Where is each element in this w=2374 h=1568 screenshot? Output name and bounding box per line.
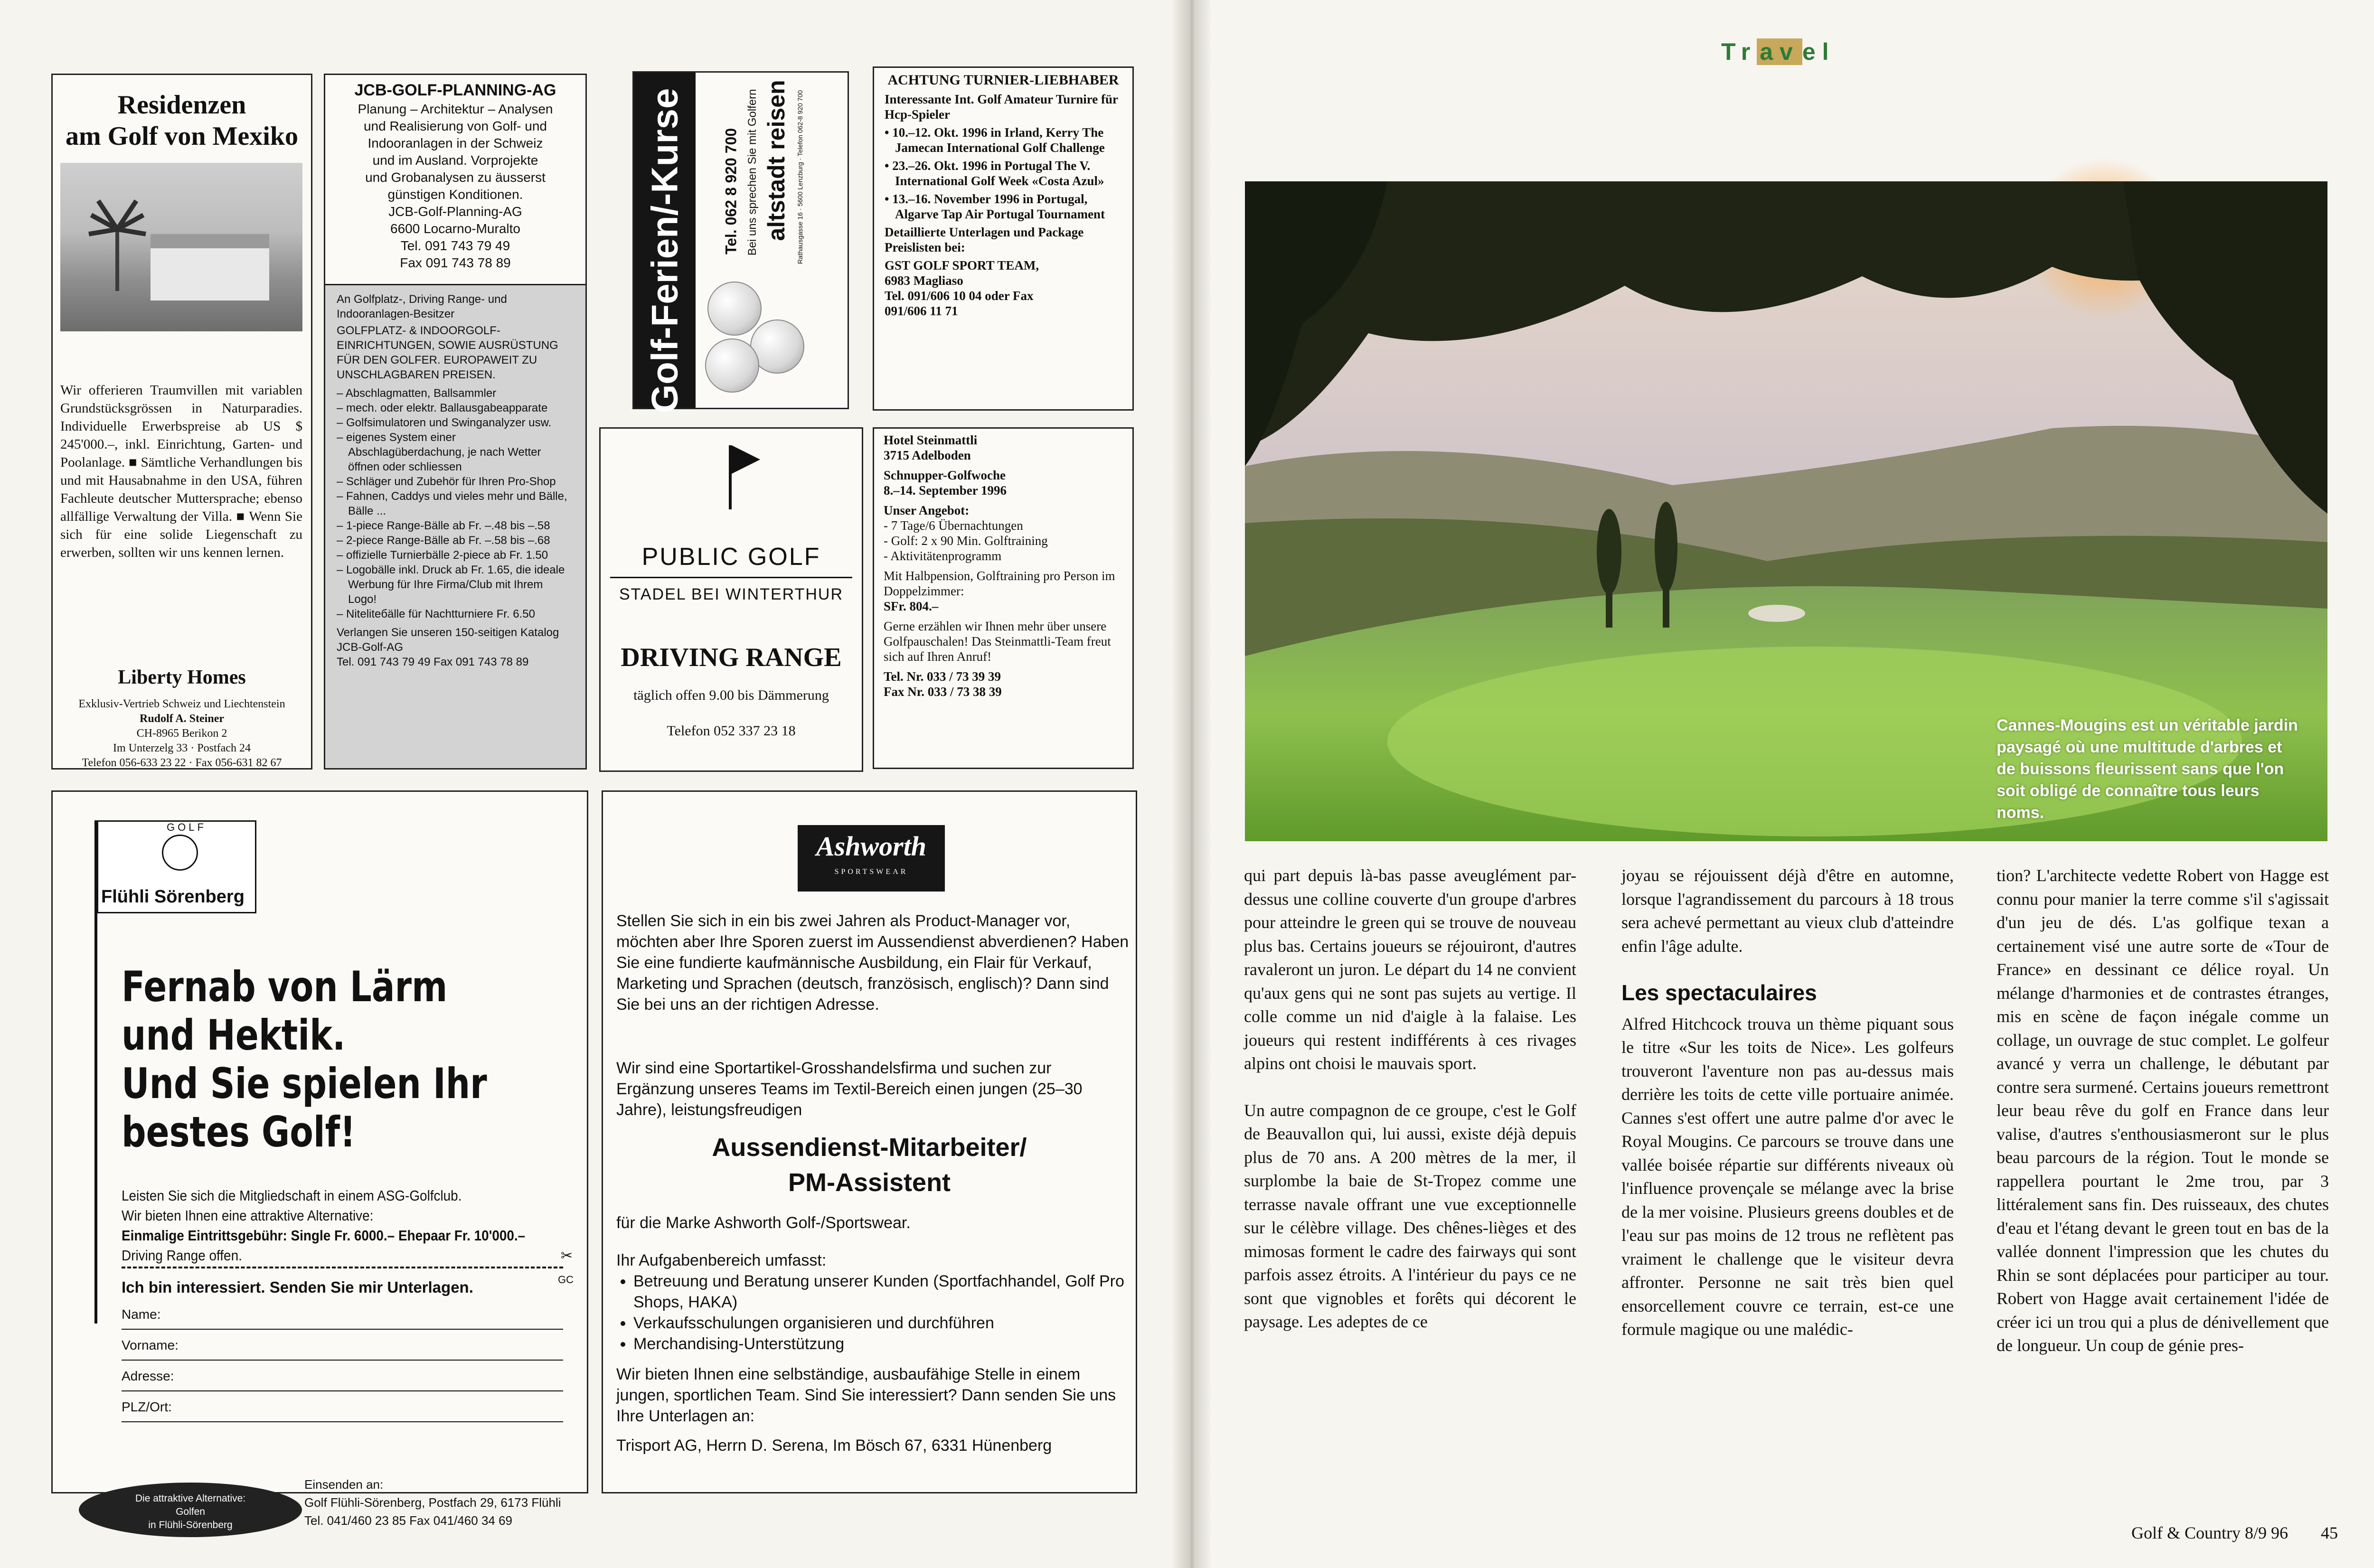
name-field[interactable]: Name: xyxy=(122,1307,563,1330)
contact-line: 6983 Magliaso xyxy=(885,273,963,288)
ad-fluehli-oval-badge xyxy=(79,1483,302,1537)
hotel-price-text: Mit Halbpension, Golftraining pro Person im Doppelzimmer: xyxy=(884,569,1115,598)
ad-jcb-line: Planung – Architektur – Analysen xyxy=(358,102,553,116)
task-item: • Verkaufsschulungen organisieren und durchführen xyxy=(633,1313,1129,1333)
ad-ferien-tel: Tel. 062 8 920 700 xyxy=(722,128,740,255)
ad-jcb-line: Tel. 091 743 79 49 xyxy=(400,238,510,253)
ad-golf-ferien xyxy=(632,71,849,413)
hotel-note: Gerne erzählen wir Ihnen mehr über unsere Golfpauschalen! Das Steinmattli-Team freut sich auf Ihren Anruf! xyxy=(884,619,1111,664)
title-line-2: am Golf von Mexiko xyxy=(66,122,298,151)
tasks-heading: Ihr Aufgabenbereich umfasst: xyxy=(616,1251,827,1269)
send-to-line: Tel. 041/460 23 85 Fax 041/460 34 69 xyxy=(304,1513,513,1528)
ad-jcb-title: JCB-GOLF-PLANNING-AG xyxy=(354,81,556,99)
ad-ashworth-tasks xyxy=(616,1250,1129,1354)
task-item: • Betreuung und Beratung unserer Kunden (Sportfachhandel, Golf Pro Shops, HAKA) xyxy=(633,1271,1129,1313)
villa-photo xyxy=(60,163,302,331)
send-to-line: Golf Flühli-Sörenberg, Postfach 29, 6173 Flühli xyxy=(304,1495,561,1510)
body-line: Leisten Sie sich die Mitgliedschaft in einem ASG-Golfclub. xyxy=(122,1187,462,1204)
ad-ferien-title: Golf-Ferien/-Kurse xyxy=(643,88,686,413)
event-item: • 10.–12. Okt. 1996 in Irland, Kerry The Jamecan International Golf Challenge xyxy=(885,125,1105,155)
article-column-1 xyxy=(1244,864,1576,1357)
golf-flag-icon xyxy=(732,445,760,474)
list-item: – offizielle Turnierbälle 2-piece ab Fr. 1.50 xyxy=(337,549,548,562)
hotel-price: SFr. 804.– xyxy=(884,599,939,613)
scissors-icon: ✂ xyxy=(560,1248,573,1264)
hotel-fax: Fax Nr. 033 / 73 38 39 xyxy=(884,685,1002,699)
ad-jcb-headline: GOLFPLATZ- & INDOORGOLF-EINRICHTUNGEN, SOWIE AUSRÜSTUNG FÜR DEN GOLFER. EUROPAWEIT ZU UNSCHLAGBAREN PREISEN. xyxy=(337,324,558,381)
contact-line: Telefon 056-633 23 22 · Fax 056-631 82 67 xyxy=(82,757,282,769)
divider xyxy=(610,577,852,578)
title-line-1: Residenzen xyxy=(117,90,246,120)
hotel-offer-heading: Unser Angebot: xyxy=(884,503,970,517)
event-item: • 13.–16. November 1996 in Portugal, Algarve Tap Air Portugal Tournament xyxy=(885,192,1105,221)
section-tag-travel xyxy=(1721,38,1836,66)
section-tag-part: el xyxy=(1802,38,1836,65)
coupon-cut-line xyxy=(122,1267,563,1268)
magazine-issue: Golf & Country 8/9 96 xyxy=(2131,1523,2288,1542)
article-paragraph: joyau se réjouissent déjà d'être en automne, lorsque l'agrandissement du parcours à 18 trous sera achevé permettant au vieux club d'atteindre enfin l'âge adulte. xyxy=(1621,866,1954,956)
ad-jcb-grey-panel xyxy=(325,284,585,768)
ad-jcb-line: 6600 Locarno-Muralto xyxy=(390,221,520,236)
plz-ort-field[interactable]: PLZ/Ort: xyxy=(122,1399,563,1422)
article-column-3 xyxy=(1997,864,2329,1381)
hotel-dates: 8.–14. September 1996 xyxy=(884,483,1007,498)
coupon-heading: Ich bin interessiert. Senden Sie mir Unterlagen. xyxy=(122,1278,473,1296)
ad-public-tel: Telefon 052 337 23 18 xyxy=(667,723,796,739)
ad-jcb-intro: An Golfplatz-, Driving Range- und Indooranlagen-Besitzer xyxy=(337,293,507,320)
hotel-tel: Tel. Nr. 033 / 73 39 39 xyxy=(884,669,1001,684)
hotel-place: 3715 Adelboden xyxy=(884,448,971,462)
ad-achtung-intro: Interessante Int. Golf Amateur Turnire für Hcp-Spieler xyxy=(885,92,1118,122)
offer-item: - Golf: 2 x 90 Min. Golftraining xyxy=(884,534,1048,548)
list-item: – Fahnen, Caddys und vieles mehr und Bälle, Bälle ... xyxy=(337,490,567,517)
ad-ferien-tagline: Bei uns sprechen Sie mit Golfern xyxy=(746,89,759,256)
ad-residenzen-brand: Liberty Homes xyxy=(118,667,246,688)
ad-jcb-golf xyxy=(324,74,587,770)
offer-item: - Aktivitätenprogramm xyxy=(884,549,1002,563)
ad-achtung-turnier xyxy=(873,66,1134,411)
oval-line: in Flühli-Sörenberg xyxy=(148,1520,233,1530)
contact-line: Tel. 091/606 10 04 oder Fax xyxy=(885,289,1034,303)
job-title-line2: PM-Assistent xyxy=(788,1168,951,1197)
list-item: – 1-piece Range-Bälle ab Fr. –.48 bis –.58 xyxy=(337,519,550,532)
golf-ball-logo-icon xyxy=(162,835,198,871)
villa-house-shape xyxy=(151,234,269,300)
offer-item: - 7 Tage/6 Übernachtungen xyxy=(884,518,1023,533)
ad-public-hours: täglich offen 9.00 bis Dämmerung xyxy=(633,687,829,703)
ad-fluehli-send-to xyxy=(304,1475,561,1530)
ad-jcb-top xyxy=(325,75,585,284)
ad-fluehli-body xyxy=(122,1186,525,1266)
page-footer xyxy=(2131,1523,2338,1543)
list-item: – eigenes System einer Abschlagüberdachung, je nach Wetter öffnen oder schliessen xyxy=(337,431,541,473)
ad-residenzen-body: Wir offerieren Traumvillen mit variablen Grundstücksgrössen in Naturparadies. Individuelle Erwerbspreise ab US $ 245'000.–, inkl. Einrichtung, Garten- und Poolanlage. ■ Sämtliche Verhandlungen bis und mit Hausabnahme in den USA, führen Fachleute deutscher Muttersprache; ebenso allfällige Verwaltung der Villa. ■ Wenn Sie sich für eine solide Liegenschaft zu erwerben, sollten wir uns kennen lernen. xyxy=(60,383,302,560)
body-line: Driving Range offen. xyxy=(122,1247,242,1264)
ad-jcb-line: und Grobanalysen zu äusserst xyxy=(365,170,546,185)
ad-jcb-line: Indooranlagen in der Schweiz xyxy=(367,136,543,150)
spine-gutter xyxy=(1173,0,1211,1568)
article-paragraph: Un autre compagnon de ce groupe, c'est le Golf de Beauvallon qui, lui aussi, existe déjà depuis plus de 70 ans. A 200 mètres de la mer, il surplombe la baie de St-Tropez comme une terrasse navale offrant une vue exceptionnelle sur le célèbre village. Des chênes-lièges et des mimosas forment le cadre des fairways qui sont parfois assez étroits. A l'intérieur du pays ce ne sont que vignobles et forêts qui décorent le paysage. Les adeptes de ce xyxy=(1244,1100,1576,1331)
list-item: – Schläger und Zubehör für Ihren Pro-Shop xyxy=(337,475,556,488)
contact-line: 091/606 11 71 xyxy=(885,304,958,318)
contact-line: Im Unterzelg 33 · Postfach 24 xyxy=(113,742,251,754)
hotel-name: Hotel Steinmattli xyxy=(884,433,978,447)
event-item: • 23.–26. Okt. 1996 in Portugal The V. International Golf Week «Costa Azul» xyxy=(885,159,1104,188)
ad-public-golf xyxy=(599,427,863,772)
ad-hotel-steinmattli xyxy=(873,427,1134,769)
ad-residenzen-contact xyxy=(53,697,311,770)
hotel-week: Schnupper-Golfwoche xyxy=(884,468,1006,482)
ashworth-logo xyxy=(798,825,945,892)
list-item: – mech. oder elektr. Ballausgabeapparate xyxy=(337,402,548,414)
ad-public-subtitle: STADEL BEI WINTERTHUR xyxy=(619,585,844,603)
article-column-2 xyxy=(1621,864,1954,1365)
oval-line: Die attraktive Alternative: xyxy=(135,1493,246,1504)
ad-ashworth-para2: Wir sind eine Sportartikel-Grosshandelsfirma und suchen zur Ergänzung unseres Teams im Textil-Bereich einen jungen (25–30 Jahre), leistungsfreudigen xyxy=(616,1059,1083,1119)
send-to-line: Einsenden an: xyxy=(304,1477,384,1492)
golf-ball-icon xyxy=(707,282,762,336)
list-item: – Niteliteбälle für Nachtturniere Fr. 6.50 xyxy=(337,608,535,620)
ad-ferien-address: Rathausgasse 16 · 5600 Lenzburg · Telefon 062-8 920 700 xyxy=(796,90,804,264)
ad-jcb-outro: Verlangen Sie unseren 150-seitigen Katalog xyxy=(337,626,559,639)
headline-line: und Hektik. xyxy=(122,1011,346,1060)
list-item: – Logobälle inkl. Druck ab Fr. 1.65, die ideale Werbung für Ihre Firma/Club mit Ihrem Logo! xyxy=(337,563,565,606)
logo-subtext: SPORTSWEAR xyxy=(834,868,908,876)
section-tag-highlight: av xyxy=(1757,38,1802,65)
vorname-field[interactable]: Vorname: xyxy=(122,1338,563,1361)
headline-line: Und Sie spielen Ihr xyxy=(122,1059,487,1108)
ad-residenzen xyxy=(51,74,312,770)
ad-residenzen-title xyxy=(53,89,311,152)
section-tag-part: Tr xyxy=(1721,38,1757,65)
logo-text: Ashworth xyxy=(816,831,927,862)
contact-line: Exklusiv-Vertrieb Schweiz und Liechtenstein xyxy=(78,698,285,710)
list-item: – 2-piece Range-Bälle ab Fr. –.58 bis –.68 xyxy=(337,534,550,547)
ad-ferien-agency: altstadt reisen xyxy=(763,80,790,241)
ad-jcb-line: und im Ausland. Vorprojekte xyxy=(372,153,538,168)
ad-code: GC xyxy=(558,1274,574,1286)
contact-line: CH-8965 Berikon 2 xyxy=(136,727,227,740)
ad-jcb-list xyxy=(337,386,574,621)
ad-jcb-line: JCB-Golf-Planning-AG xyxy=(388,204,522,219)
logo-club-name: Flühli Sörenberg xyxy=(101,887,245,907)
ad-ashworth-para3: Wir bieten Ihnen eine selbständige, ausbaufähige Stelle in einem jungen, sportlichen Team. Sind Sie interessiert? Dann senden Sie uns Ihre Unterlagen an: xyxy=(616,1365,1116,1425)
ad-public-title: PUBLIC GOLF xyxy=(641,543,821,571)
oval-line: Golfen xyxy=(176,1506,205,1517)
ad-ashworth-para1: Stellen Sie sich in ein bis zwei Jahren als Product-Manager vor, möchten aber Ihre Sporen zuerst im Aussendienst abverdienen? Haben Sie eine fundierte kaufmännische Ausbildung, ein Flair für Verkauf, Marketing und Sprachen (deutsch, französisch, englisch)? Dann sind Sie bei uns an der richtigen Adresse. xyxy=(616,912,1129,1014)
golf-ball-icon xyxy=(705,338,759,393)
ad-ashworth xyxy=(602,790,1137,1493)
ad-achtung-heading: ACHTUNG TURNIER-LIEBHABER xyxy=(887,72,1119,88)
ad-ashworth-address: Trisport AG, Herrn D. Serena, Im Bösch 67, 6331 Hünenberg xyxy=(616,1437,1052,1455)
contact-line: Rudolf A. Steiner xyxy=(139,713,224,725)
contact-line: GST GOLF SPORT TEAM, xyxy=(885,258,1039,272)
ad-public-headline: DRIVING RANGE xyxy=(621,643,842,672)
headline-line: Fernab von Lärm xyxy=(122,962,448,1011)
article-paragraph: tion? L'architecte vedette Robert von Hagge est connu pour manier la terre comme s'il s'agissait d'un jeu de dés. L'as golfique texan a certainement visé une autre sorte de «Tour de France» en dessinant ce délice royal. Un mélange d'harmonies et de contrastes étranges, mis en scène de façon inégale comme un collage, un ouvrage de stuc complet. Le golfeur avancé y verra un challenge, le débutant par contre sera surmené. Certains joueurs remettront leur beau rêve du golf en France dans leur valise, d'autres s'enthousiasmeront sur le plus beau parcours de la région. Tout le monde se rappellera pourtant le 2me trou, par 3 littéralement sans fin. Des ruisseaux, des chutes d'eau et l'étang devant le green tout en bas de la vallée donnent l'impression que les chutes du Rhin se sont déplacées pour participer au tour. Robert von Hagge avait certainement l'idée de créer ici un trou qui a plus de dénivellement que de longueur. Un coup de génie pres- xyxy=(1997,866,2329,1355)
ad-fluehli-soerenberg xyxy=(51,790,588,1530)
palm-tree-icon xyxy=(89,196,146,291)
list-item: – Abschlagmatten, Ballsammler xyxy=(337,387,497,400)
body-line: Einmalige Eintrittsgebühr: Single Fr. 6000.– Ehepaar Fr. 10'000.– xyxy=(122,1227,526,1244)
list-item: – Golfsimulatoren und Swinganalyzer usw. xyxy=(337,416,552,429)
logo-golf-text: GOLF xyxy=(167,821,207,833)
ad-jcb-outro: JCB-Golf-AG xyxy=(337,641,404,654)
page-number: 45 xyxy=(2321,1523,2338,1542)
job-title-line1: Aussendienst-Mitarbeiter/ xyxy=(712,1133,1027,1162)
ad-jcb-line: und Realisierung von Golf- und xyxy=(363,119,547,133)
task-item: • Merchandising-Unterstützung xyxy=(633,1333,1129,1354)
adresse-field[interactable]: Adresse: xyxy=(122,1369,563,1391)
article-subheading: Les spectaculaires xyxy=(1621,980,1817,1005)
ad-fluehli-headline xyxy=(122,963,487,1156)
ad-ashworth-brand-line: für die Marke Ashworth Golf-/Sportswear. xyxy=(616,1214,911,1232)
ad-jcb-line: günstigen Konditionen. xyxy=(387,187,523,202)
body-line: Wir bieten Ihnen eine attraktive Alternative: xyxy=(122,1207,374,1224)
ad-jcb-outro: Tel. 091 743 79 49 Fax 091 743 78 89 xyxy=(337,656,529,668)
headline-line: bestes Golf! xyxy=(122,1108,356,1156)
article-paragraph: qui part depuis là-bas passe aveuglément par-dessus une colline couverte d'un groupe d'arbres pour atteindre le green qui se trouve de nouveau plus bas. Certains joueurs se réjouiront, d'autres ravaleront un juron. Le départ du 14 ne convient qu'aux gens qui ne sont pas sujets au vertige. Il colle comme un nid d'aigle à la falaise. Les joueurs qui restent indifférents à ces rivages alpins ont choisi le mauvais sport. xyxy=(1244,866,1576,1073)
ad-jcb-line: Fax 091 743 78 89 xyxy=(400,255,511,270)
photo-caption: Cannes-Mougins est un véritable jardin paysagé où une multitude d'arbres et de buissons fleurissent sans que l'on soit obligé de connaître tous leurs noms. xyxy=(1997,716,2298,822)
article-paragraph: Alfred Hitchcock trouva un thème piquant sous le titre «Sur les toits de Nice». Les golfeurs trouveront l'aventure non pas au-dessus mais derrière les toits de cette ville portuaire animée. Cannes s'est offert une autre palme d'or avec le Royal Mougins. Ce parcours se trouve dans une vallée boisée répartie sur différents niveaux où l'influence provençale se mélange avec la brise de la mer voisine. Plusieurs greens doubles et de l'eau sur pas moins de 12 trous ne reflètent pas vraiment le challenge que le visiteur devra affronter. Personne ne sait très bien quel ensorcellement couvre ce terrain, est-ce une formule magique ou une malédic- xyxy=(1621,1014,1954,1339)
ad-achtung-details: Detaillierte Unterlagen und Package Preislisten bei: xyxy=(885,225,1084,254)
